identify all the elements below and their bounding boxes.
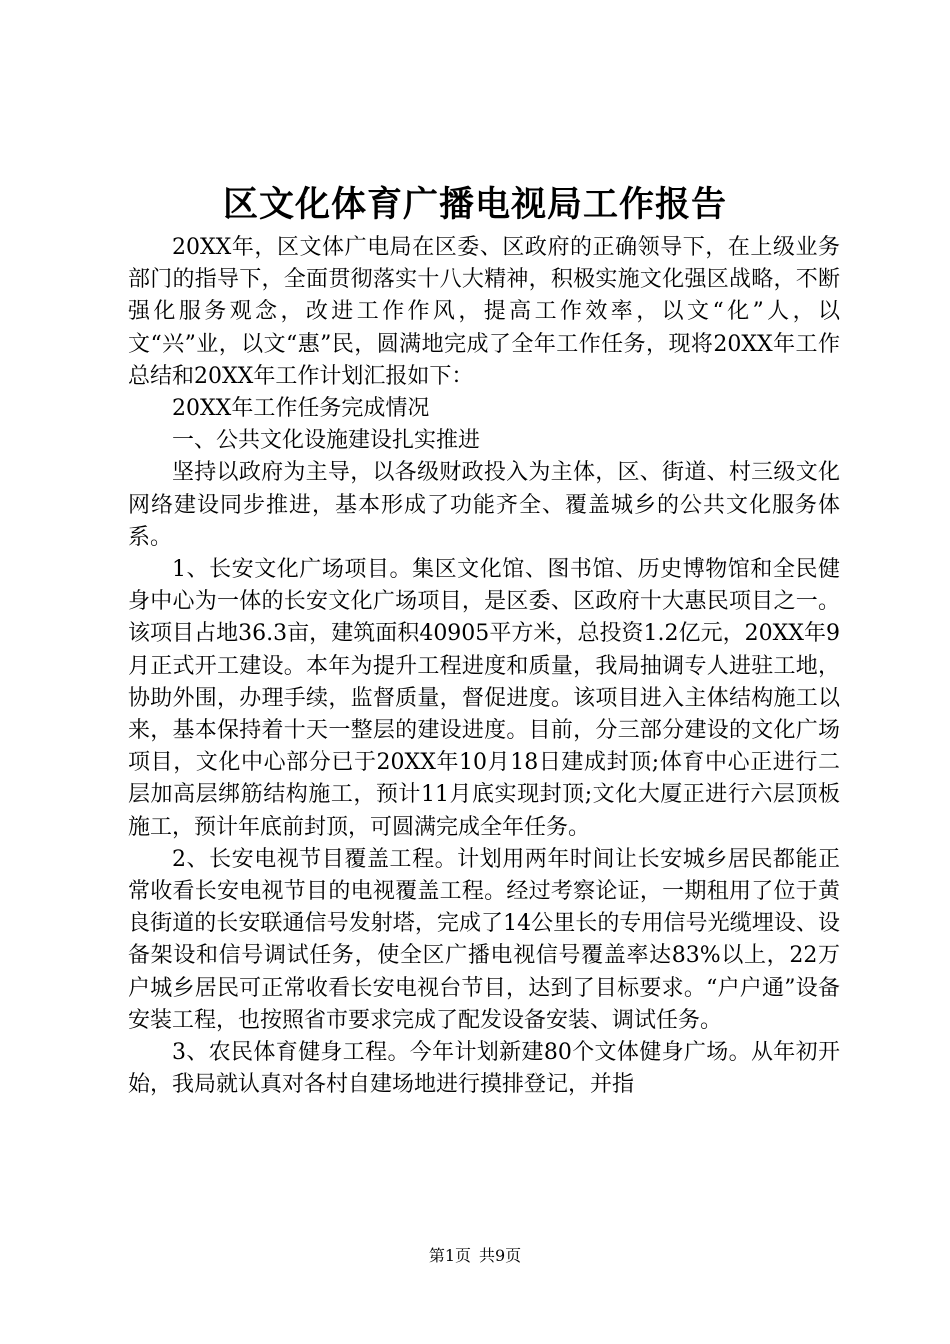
section-heading: 20XX年工作任务完成情况	[172, 396, 430, 422]
document-body	[128, 232, 840, 1101]
body-paragraph: 坚持以政府为主导，以各级财政投入为主体，区、街道、村三级文化网络建设同步推进，基本形成了功能齐全、覆盖城乡的公共文化服务体系。	[128, 460, 840, 550]
item-paragraph-2: 2、长安电视节目覆盖工程。计划用两年时间让长安城乡居民都能正常收看长安电视节目的电视覆盖工程。经过考察论证，一期租用了位于黄良街道的长安联通信号发射塔，完成了14公里长的专用信号光缆埋设、设备架设和信号调试任务，使全区广播电视信号覆盖率达83%以上，22万户城乡居民可正常收看长安电视台节目，达到了目标要求。“户户通”设备安装工程，也按照省市要求完成了配发设备安装、调试任务。	[128, 846, 840, 1033]
item-paragraph-3: 3、农民体育健身工程。今年计划新建80个文体健身广场。从年初开始，我局就认真对各村自建场地进行摸排登记，并指	[128, 1040, 840, 1098]
page-total: 共9页	[479, 1246, 522, 1265]
page-number: 第1页	[428, 1246, 471, 1265]
item-paragraph-1: 1、长安文化广场项目。集区文化馆、图书馆、历史博物馆和全民健身中心为一体的长安文化广场项目，是区委、区政府十大惠民项目之一。该项目占地36.3亩，建筑面积40905平方米，总投资1.2亿元，20XX年9月正式开工建设。本年为提升工程进度和质量，我局抽调专人进驻工地，协助外围，办理手续，监督质量，督促进度。该项目进入主体结构施工以来，基本保持着十天一整层的建设进度。目前，分三部分建设的文化广场项目，文化中心部分已于20XX年10月18日建成封顶;体育中心正进行二层加高层绑筋结构施工，预计11月底实现封顶;文化大厦正进行六层顶板施工，预计年底前封顶，可圆满完成全年任务。	[128, 557, 840, 840]
intro-paragraph: 20XX年，区文体广电局在区委、区政府的正确领导下，在上级业务部门的指导下，全面贯彻落实十八大精神，积极实施文化强区战略，不断强化服务观念，改进工作作风，提高工作效率，以文“化”人，以文“兴”业，以文“惠”民，圆满地完成了全年工作任务，现将20XX年工作总结和20XX年工作计划汇报如下：	[128, 235, 840, 389]
document-title: 区文化体育广播电视局工作报告	[222, 184, 727, 225]
subsection-heading: 一、公共文化设施建设扎实推进	[172, 428, 481, 454]
page-footer	[0, 1244, 950, 1268]
